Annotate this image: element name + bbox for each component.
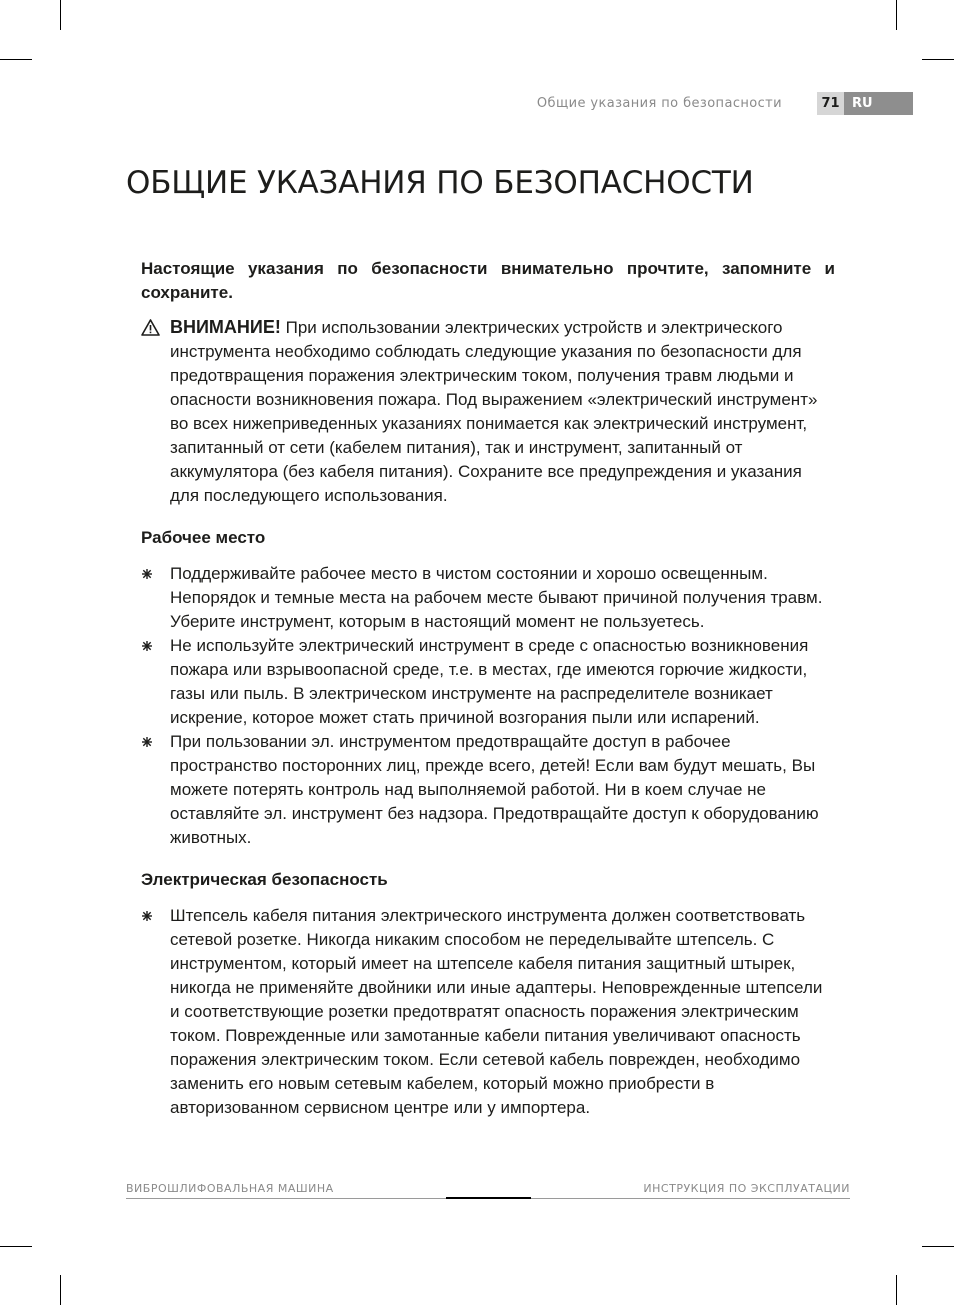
warning-triangle-icon [141,319,160,336]
crop-mark [0,1246,32,1247]
list-item [141,730,835,850]
footer-manual-name: ИНСТРУКЦИЯ ПО ЭКСПЛУАТАЦИИ [643,1182,850,1195]
workplace-list [141,562,835,850]
list-item [141,634,835,730]
crop-mark [896,1275,897,1305]
snowflake-bullet-icon [142,569,152,579]
list-item-text: Не используйте электрический инструмент в среде с опасностью возникновения пожара или взрывоопасной среде, т.е. в местах, где имеются горючие жидкости, газы или пыль. В электрическом инструменте на распределителе возникает искрение, которое может стать причиной возгорания пыли или испарений. [170,636,809,727]
warning-block [141,315,835,508]
crop-mark [896,0,897,30]
language-code: RU [844,92,913,115]
crop-mark [60,1275,61,1305]
snowflake-bullet-icon [142,737,152,747]
section-title-workplace: Рабочее место [141,528,266,547]
page-number: 71 [817,92,844,115]
crop-mark [922,59,954,60]
warning-text: При использовании электрических устройств и электрического инструмента необходимо соблюдать следующие указания по безопасности для предотвращения поражения электрическим током, получения травм людьми и опасности возникновения пожара. Под выражением «электрический инструмент» во всех нижеприведенных указаниях понимается как электрический инструмент, запитанный от сети (кабелем питания), так и инструмент, запитанный от аккумулятора (без кабеля питания). Сохраните все предупреждения и указания для последующего использования. [170,318,818,505]
snowflake-bullet-icon [142,641,152,651]
list-item [141,562,835,634]
warning-label: ВНИМАНИЕ! [170,317,281,337]
footer-product-name: ВИБРОШЛИФОВАЛЬНАЯ МАШИНА [126,1182,334,1195]
crop-mark [0,59,32,60]
list-item-text: При пользовании эл. инструментом предотвращайте доступ в рабочее пространство посторонних лиц, прежде всего, детей! Если вам будут мешать, Вы можете потерять контроль над выполняемой работой. Ни в коем случае не оставляйте эл. инструмент без надзора. Предотвращайте доступ к оборудованию животных. [170,732,819,847]
snowflake-bullet-icon [142,911,152,921]
footer-rule [531,1198,850,1199]
document-body [141,257,835,1120]
crop-mark [60,0,61,30]
running-head: Общие указания по безопасности [536,96,782,111]
list-item [141,904,835,1120]
list-item-text: Штепсель кабеля питания электрического инструмента должен соответствовать сетевой розетке. Никогда никаким способом не переделывайте штепсель. С инструментом, который имеет на штепселе кабеля питания защитный штырек, никогда не применяйте двойники или иные адаптеры. Неповрежденные штепсели и соответствующие розетки предотвратят опасность поражения электрическим током. Поврежденные или замотанные кабели питания увеличивают опасность поражения электрическим током. Если сетевой кабель поврежден, необходимо заменить его новым сетевым кабелем, который можно приобрести в авторизованном сервисном центре или у импортера. [170,906,823,1117]
page-tab [817,92,913,115]
intro-paragraph: Настоящие указания по безопасности внимательно прочтите, запомните и сохраните. [141,259,835,302]
electrical-safety-list [141,904,835,1120]
footer-rule [126,1198,446,1199]
section-title-electrical-safety: Электрическая безопасность [141,870,388,889]
crop-mark [922,1246,954,1247]
page-title: ОБЩИЕ УКАЗАНИЯ ПО БЕЗОПАСНОСТИ [126,165,754,201]
list-item-text: Поддерживайте рабочее место в чистом состоянии и хорошо освещенным. Непорядок и темные места на рабочем месте бывают причиной получения травм. Уберите инструмент, которым в настоящий момент не пользуетесь. [170,564,823,631]
footer-rule-accent [446,1197,531,1199]
